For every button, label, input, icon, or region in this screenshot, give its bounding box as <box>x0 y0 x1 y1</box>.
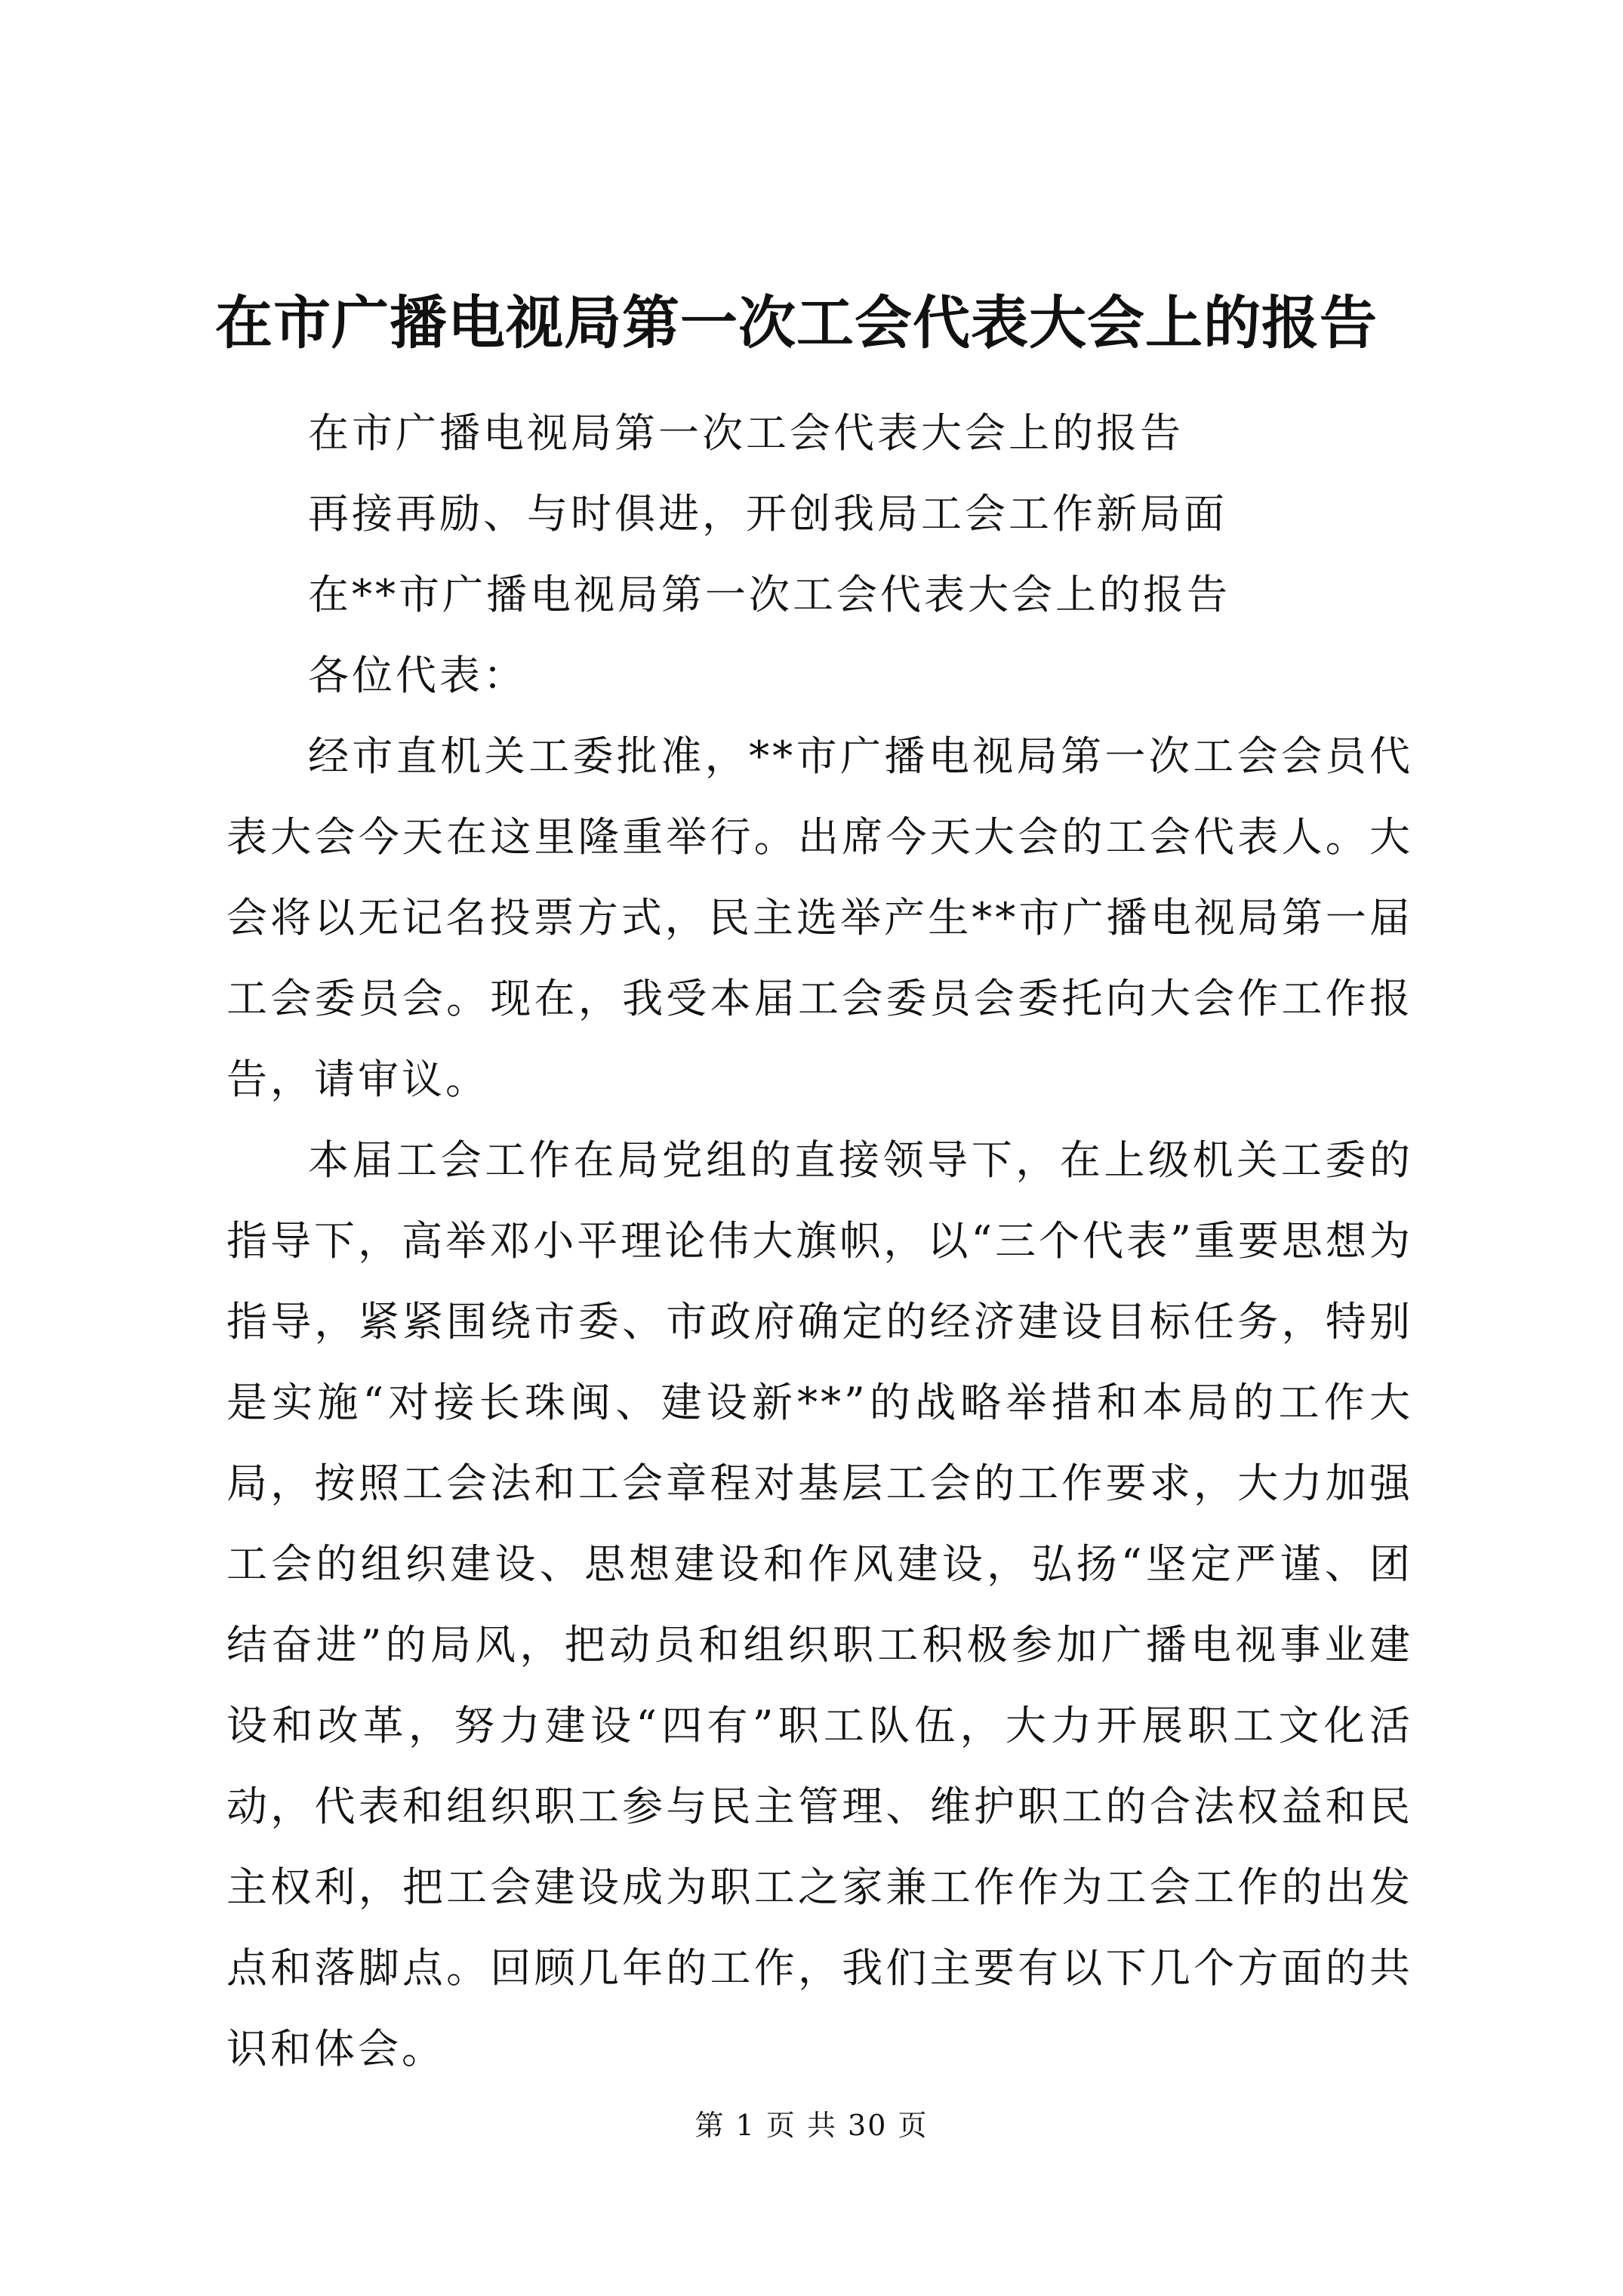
slogan-line: 再接再励、与时俱进，开创我局工会工作新局面 <box>308 490 1227 538</box>
document-title: 在市广播电视局第一次工会代表大会上的报告 <box>215 289 1378 356</box>
body-paragraph: 经市直机关工委批准，**市广播电视局第一次工会会员代表大会今天在这里隆重举行。出席今天大会的工会代表人。大会将以无记名投票方式，民主选举产生**市广播电视局第一届工会委员会。现在，我受本届工会委员会委托向大会作工作报告，请审议。 <box>226 732 1413 1103</box>
greeting-line: 各位代表： <box>308 652 527 699</box>
subtitle-line: 在市广播电视局第一次工会代表大会上的报告 <box>308 409 1184 457</box>
page-number-footer: 第 1 页 共 30 页 <box>694 2109 929 2142</box>
body-paragraph: 本届工会工作在局党组的直接领导下，在上级机关工委的指导下，高举邓小平理论伟大旗帜，以“三个代表”重要思想为指导，紧紧围绕市委、市政府确定的经济建设目标任务，特别是实施“对接长珠闽、建设新**”的战略举措和本局的工作大局，按照工会法和工会章程对基层工会的工作要求，大力加强工会的组织建设、思想建设和作风建设，弘扬“坚定严谨、团结奋进”的局风，把动员和组织职工积极参加广播电视事业建设和改革，努力建设“四有”职工队伍，大力开展职工文化活动，代表和组织职工参与民主管理、维护职工的合法权益和民主权利，把工会建设成为职工之家兼工作作为工会工作的出发点和落脚点。回顾几年的工作，我们主要有以下几个方面的共识和体会。 <box>226 1136 1413 2073</box>
document-body <box>226 393 1413 2089</box>
report-heading-line: 在**市广播电视局第一次工会代表大会上的报告 <box>308 571 1230 618</box>
